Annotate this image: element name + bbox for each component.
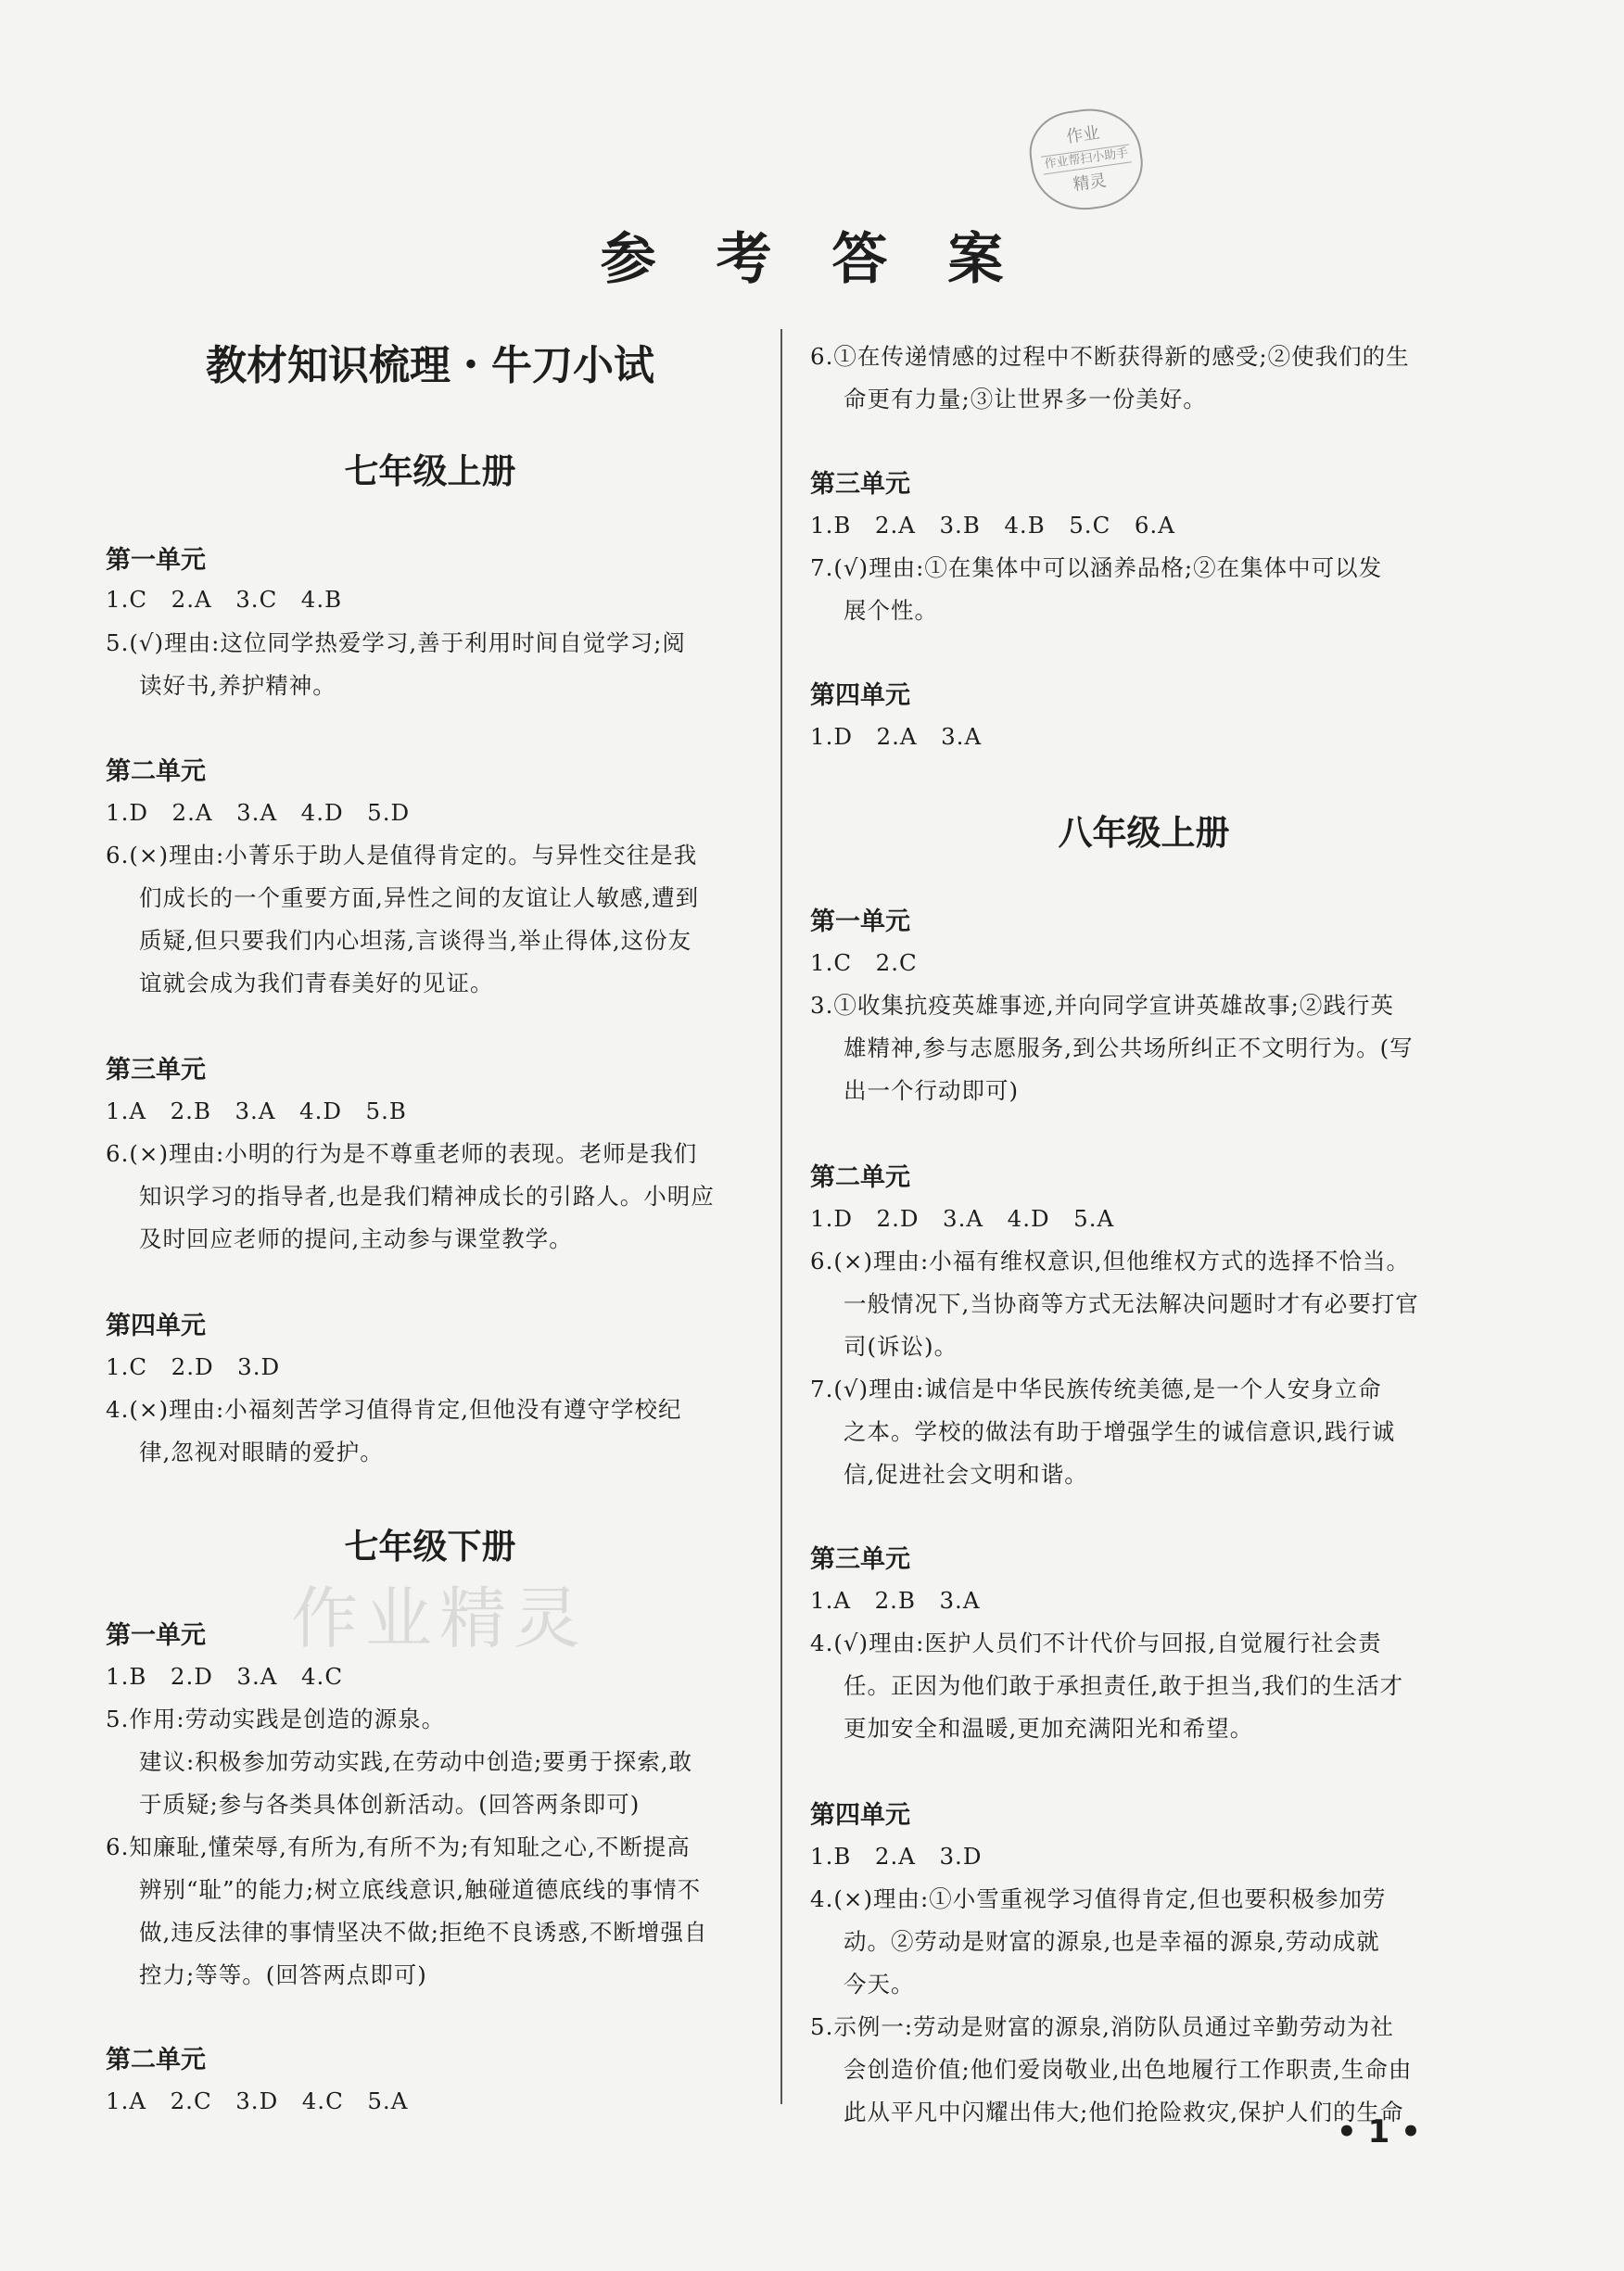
answer-line: 7.(√)理由:①在集体中可以涵养品格;②在集体中可以发 <box>810 554 1383 581</box>
grade-title-8a: 八年级上册 <box>1058 813 1230 853</box>
unit-title: 第一单元 <box>106 1621 206 1650</box>
answer-line: 1.A 2.B 3.A 4.D 5.B <box>106 1097 407 1124</box>
answer-line: 会创造价值;他们爱岗敬业,出色地履行工作职责,生命由 <box>844 2056 1413 2083</box>
answer-line: 1.B 2.A 3.D <box>810 1843 983 1870</box>
answer-line: 一般情况下,当协商等方式无法解决问题时才有必要打官 <box>844 1290 1419 1317</box>
answer-line: 命更有力量;③让世界多一份美好。 <box>844 386 1207 412</box>
answer-line: 之本。学校的做法有助于增强学生的诚信意识,践行诚 <box>844 1418 1396 1445</box>
answer-line: 做,违反法律的事情坚决不做;拒绝不良诱惑,不断增强自 <box>139 1919 708 1946</box>
answer-line: 信,促进社会文明和谐。 <box>844 1461 1088 1488</box>
stamp-mid-text: 作业帮扫小助手 <box>1041 145 1132 175</box>
answer-line: 1.C 2.A 3.C 4.B <box>106 586 343 613</box>
answer-line: 7.(√)理由:诚信是中华民族传统美德,是一个人安身立命 <box>810 1376 1382 1402</box>
answer-line: 们成长的一个重要方面,异性之间的友谊让人敏感,遭到 <box>139 884 700 911</box>
answer-line: 1.B 2.A 3.B 4.B 5.C 6.A <box>810 512 1175 539</box>
unit-title: 第三单元 <box>810 1545 910 1574</box>
answer-line: 雄精神,参与志愿服务,到公共场所纠正不文明行为。(写 <box>844 1034 1414 1061</box>
answer-line: 动。②劳动是财富的源泉,也是幸福的源泉,劳动成就 <box>844 1928 1380 1955</box>
unit-title: 第二单元 <box>106 2046 206 2074</box>
answer-line: 展个性。 <box>844 597 938 624</box>
answer-line: 控力;等等。(回答两点即可) <box>139 1961 427 1988</box>
answer-line: 任。正因为他们敢于承担责任,敢于担当,我们的生活才 <box>844 1672 1404 1699</box>
answer-line: 6.(×)理由:小福有维权意识,但他维权方式的选择不恰当。 <box>810 1248 1411 1275</box>
answer-line: 质疑,但只要我们内心坦荡,言谈得当,举止得体,这份友 <box>139 927 692 954</box>
stamp-bottom-text: 精灵 <box>1072 171 1108 196</box>
column-divider <box>780 329 782 2104</box>
answer-line: 1.B 2.D 3.A 4.C <box>106 1663 344 1690</box>
answer-line: 6.(×)理由:小明的行为是不尊重老师的表现。老师是我们 <box>106 1140 698 1167</box>
answer-line: 知识学习的指导者,也是我们精神成长的引路人。小明应 <box>139 1183 715 1210</box>
answer-line: 此从平凡中闪耀出伟大;他们抢险救灾,保护人们的生命 <box>844 2099 1404 2125</box>
stamp-seal <box>1024 102 1148 217</box>
answer-line: 1.D 2.A 3.A <box>810 723 983 750</box>
grade-title-7a: 七年级上册 <box>344 451 516 491</box>
unit-title: 第三单元 <box>810 470 910 499</box>
answer-line: 6.①在传递情感的过程中不断获得新的感受;②使我们的生 <box>810 343 1410 370</box>
answer-line: 辨别“耻”的能力;树立底线意识,触碰道德底线的事情不 <box>139 1876 702 1903</box>
answer-line: 4.(×)理由:小福刻苦学习值得肯定,但他没有遵守学校纪 <box>106 1396 682 1423</box>
unit-title: 第四单元 <box>106 1312 206 1340</box>
answer-line: 1.C 2.C <box>810 949 918 976</box>
answer-line: 1.D 2.A 3.A 4.D 5.D <box>106 799 411 826</box>
answer-line: 5.(√)理由:这位同学热爱学习,善于利用时间自觉学习;阅 <box>106 629 686 656</box>
page-number: • 1 • <box>1337 2113 1421 2150</box>
page-title: 参 考 答 案 <box>600 227 1024 292</box>
unit-title: 第二单元 <box>810 1163 910 1192</box>
unit-title: 第三单元 <box>106 1056 206 1085</box>
answer-line: 建议:积极参加劳动实践,在劳动中创造;要勇于探索,敢 <box>139 1748 693 1775</box>
answer-line: 及时回应老师的提问,主动参与课堂教学。 <box>139 1225 573 1252</box>
answer-line: 5.作用:劳动实践是创造的源泉。 <box>106 1706 446 1732</box>
unit-title: 第一单元 <box>106 546 206 575</box>
answer-line: 5.示例一:劳动是财富的源泉,消防队员通过辛勤劳动为社 <box>810 2013 1394 2040</box>
answer-line: 读好书,养护精神。 <box>139 672 336 699</box>
answer-line: 今天。 <box>844 1971 915 1998</box>
answer-line: 3.①收集抗疫英雄事迹,并向同学宣讲英雄故事;②践行英 <box>810 992 1394 1019</box>
answer-line: 1.C 2.D 3.D <box>106 1353 281 1380</box>
answer-line: 1.D 2.D 3.A 4.D 5.A <box>810 1205 1115 1232</box>
answer-line: 6.知廉耻,懂荣辱,有所为,有所不为;有知耻之心,不断提高 <box>106 1833 691 1860</box>
answer-line: 1.A 2.B 3.A <box>810 1587 981 1614</box>
unit-title: 第四单元 <box>810 1801 910 1830</box>
answer-line: 6.(×)理由:小菁乐于助人是值得肯定的。与异性交往是我 <box>106 842 698 869</box>
answer-line: 4.(×)理由:①小雪重视学习值得肯定,但也要积极参加劳 <box>810 1885 1387 1912</box>
section-title: 教材知识梳理・牛刀小试 <box>206 342 654 389</box>
answer-line: 4.(√)理由:医护人员们不计代价与回报,自觉履行社会责 <box>810 1630 1382 1656</box>
answer-line: 律,忽视对眼睛的爱护。 <box>139 1439 384 1465</box>
answer-line: 更加安全和温暖,更加充满阳光和希望。 <box>844 1715 1254 1742</box>
unit-title: 第二单元 <box>106 757 206 786</box>
watermark: 作业精灵 <box>291 1580 589 1657</box>
stamp-top-text: 作业 <box>1065 122 1101 147</box>
unit-title: 第四单元 <box>810 681 910 710</box>
answer-line: 司(诉讼)。 <box>844 1333 958 1360</box>
grade-title-7b: 七年级下册 <box>344 1527 516 1567</box>
unit-title: 第一单元 <box>810 907 910 936</box>
answer-line: 出一个行动即可) <box>844 1077 1020 1104</box>
answer-line: 谊就会成为我们青春美好的见证。 <box>139 970 494 996</box>
answer-line: 1.A 2.C 3.D 4.C 5.A <box>106 2087 409 2114</box>
answer-line: 于质疑;参与各类具体创新活动。(回答两条即可) <box>139 1791 641 1818</box>
